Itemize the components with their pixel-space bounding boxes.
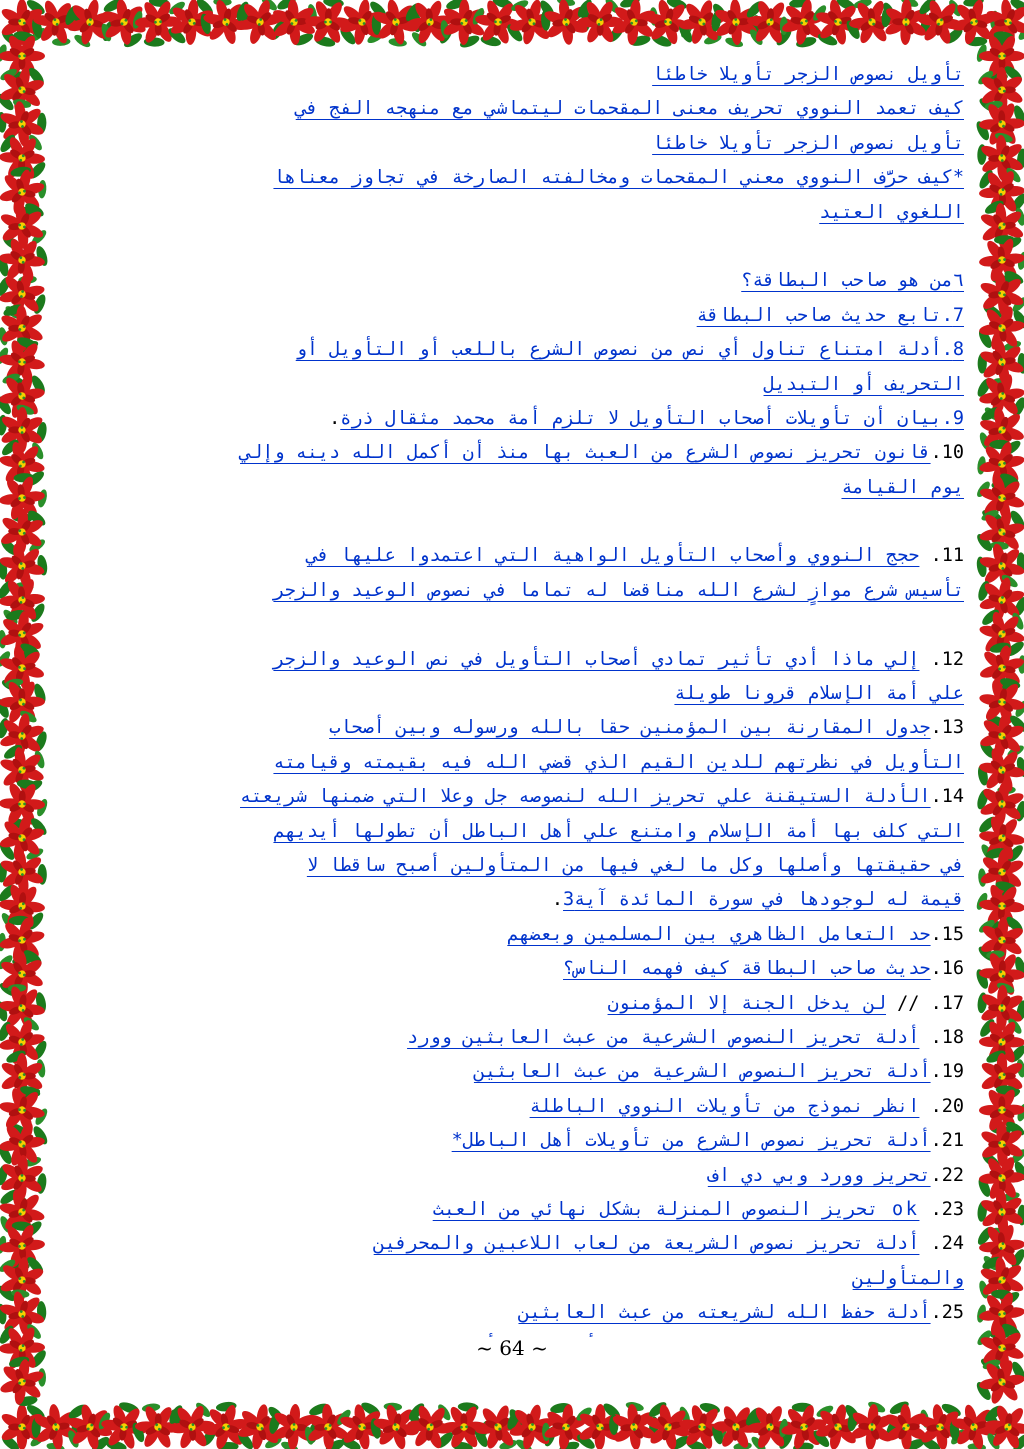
topic-link[interactable]: التحريف أو التبديل bbox=[763, 373, 964, 395]
topic-link[interactable]: الأدلة الستيقنة علي تحريز الله لنصوصه جل وعلا التي ضمنها شريعته bbox=[240, 786, 931, 808]
topic-link[interactable]: 8.أدلة امتناع تناول أي نص من نصوص الشرع باللعب أو التأويل أو bbox=[295, 339, 964, 361]
topic-line bbox=[66, 918, 964, 952]
topic-line bbox=[66, 883, 964, 917]
topic-link[interactable]: علي أمة الإسلام قرونا طويلة bbox=[674, 683, 964, 705]
topic-link[interactable]: أدلة تحريز نصوص الشريعة من لعاب اللاعبين والمحرفين bbox=[373, 1233, 920, 1255]
item-number: 10. bbox=[930, 442, 964, 464]
topic-link[interactable]: أدلة تحريز نصوص الشرع من تأويلات أهل الباطل* bbox=[451, 1130, 931, 1152]
poinsettia-icon bbox=[979, 1401, 1024, 1449]
topic-link[interactable]: حد التعامل الظاهري بين المسلمين وبعضهم bbox=[507, 923, 931, 945]
topic-link[interactable]: ok تحريز النصوص المنزلة بشكل نهائي من العبث bbox=[432, 1198, 920, 1220]
topic-line bbox=[66, 402, 964, 436]
item-number: 18. bbox=[919, 1026, 964, 1048]
item-number: 13. bbox=[930, 717, 964, 739]
topic-line bbox=[66, 746, 964, 780]
topic-line bbox=[66, 1262, 964, 1296]
poinsettia-icon bbox=[0, 1251, 47, 1307]
document-body bbox=[66, 58, 964, 1338]
topic-line bbox=[66, 952, 964, 986]
topic-line bbox=[66, 1227, 964, 1261]
topic-line bbox=[66, 368, 964, 402]
item-number: 20. bbox=[919, 1095, 964, 1117]
item-number: 21. bbox=[930, 1130, 964, 1152]
poinsettia-icon bbox=[0, 947, 46, 1000]
topic-link[interactable]: اللغوي العتيد bbox=[819, 201, 964, 223]
topic-link[interactable]: حديث صاحب البطاقة كيف فهمه الناس؟ bbox=[563, 958, 931, 980]
item-number: 25. bbox=[930, 1302, 964, 1324]
blank-line bbox=[66, 505, 964, 539]
topic-line bbox=[66, 1055, 964, 1089]
topic-line bbox=[66, 849, 964, 883]
page-number: ~ 64 ~ bbox=[476, 1336, 548, 1360]
topic-line bbox=[66, 643, 964, 677]
topic-link[interactable]: في حقيقتها وأصلها وكل ما لغي فيها من المتأولين أصبح ساقطا لا bbox=[306, 854, 964, 876]
topic-line bbox=[66, 1124, 964, 1158]
topic-list bbox=[66, 58, 964, 1338]
topic-line bbox=[66, 127, 964, 161]
topic-line bbox=[66, 711, 964, 745]
item-number: 23. bbox=[919, 1198, 964, 1220]
topic-line bbox=[66, 1159, 964, 1193]
topic-link[interactable]: تأويل نصوص الزجر تأويلا خاطئا bbox=[652, 64, 964, 85]
topic-line bbox=[66, 539, 964, 573]
topic-line bbox=[66, 987, 964, 1021]
item-number: 22. bbox=[930, 1164, 964, 1186]
topic-link[interactable]: يوم القيامة bbox=[841, 476, 964, 498]
topic-line bbox=[66, 780, 964, 814]
topic-line bbox=[66, 161, 964, 195]
topic-line bbox=[66, 436, 964, 470]
topic-link[interactable]: لن يدخل الجنة إلا المؤمنون bbox=[607, 992, 887, 1014]
topic-line bbox=[66, 92, 964, 126]
topic-link[interactable]: تأسيس شرع موازٍ لشرع الله مناقضا له تماما في نصوص الوعيد والزجر bbox=[273, 579, 964, 601]
blank-line bbox=[66, 608, 964, 642]
topic-line bbox=[66, 299, 964, 333]
topic-link[interactable]: كيف تعمد النووي تحريف معنى المقحمات ليتماشي مع منهجه الفج في bbox=[295, 98, 964, 120]
poinsettia-icon bbox=[575, 0, 627, 45]
topic-link[interactable]: قانون تحريز نصوص الشرع من العبث بها منذ أن أكمل الله دينه وإلي bbox=[240, 442, 931, 464]
item-number: 24. bbox=[919, 1233, 964, 1255]
topic-line bbox=[66, 1296, 964, 1330]
topic-line bbox=[66, 333, 964, 367]
topic-link[interactable]: إلي ماذا أدي تأثير تمادي أصحاب التأويل في نص الوعيد والزجر bbox=[273, 648, 920, 670]
poinsettia-icon bbox=[335, 0, 391, 52]
topic-line bbox=[66, 58, 964, 92]
topic-link[interactable]: 7.تابع حديث صاحب البطاقة bbox=[696, 304, 964, 326]
item-number: 16. bbox=[930, 958, 964, 980]
topic-link[interactable]: جدول المقارنة بين المؤمنين حقا بالله ورسوله وبين أصحاب bbox=[329, 717, 931, 739]
topic-line bbox=[66, 677, 964, 711]
topic-link[interactable]: قيمة له لوجودها في سورة المائدة آية3 bbox=[563, 889, 964, 911]
line-suffix: . bbox=[551, 889, 564, 911]
item-number: 19. bbox=[930, 1061, 964, 1083]
poinsettia-icon bbox=[983, 0, 1024, 51]
blank-line bbox=[66, 230, 964, 264]
poinsettia-icon bbox=[0, 809, 53, 869]
topic-line bbox=[66, 1021, 964, 1055]
topic-line bbox=[66, 1193, 964, 1227]
topic-line bbox=[66, 471, 964, 505]
topic-line bbox=[66, 1090, 964, 1124]
topic-link[interactable]: *كيف حرَّف النووي معني المقحمات ومخالفته الصارخة في تجاوز معناها bbox=[273, 167, 964, 189]
topic-line bbox=[66, 264, 964, 298]
topic-link[interactable]: انظر نموذج من تأويلات النووي الباطلة bbox=[529, 1095, 920, 1117]
topic-line bbox=[66, 196, 964, 230]
topic-link[interactable]: تأويل نصوص الزجر تأويلا خاطئا bbox=[652, 132, 964, 154]
item-number: 11. bbox=[919, 545, 964, 567]
item-number: 14. bbox=[930, 786, 964, 808]
topic-link[interactable]: أدلة تحريز النصوص الشرعية من عبث العابثين bbox=[473, 1061, 931, 1083]
line-suffix: . bbox=[329, 407, 341, 429]
topic-link[interactable]: 9.بيان أن تأويلات أصحاب التأويل لا تلزم أمة محمد مثقال ذرة bbox=[340, 407, 964, 429]
topic-link[interactable]: والمتأولين bbox=[852, 1267, 964, 1289]
topic-link[interactable]: حجج النووي وأصحاب التأويل الواهية التي اعتمدوا عليها في bbox=[306, 545, 920, 567]
item-number: 17. // bbox=[886, 992, 964, 1014]
topic-link[interactable]: تحريز وورد وبي دي اف bbox=[707, 1164, 931, 1186]
topic-link[interactable]: أدلة حفظ الله لشريعته من عبث العابثين bbox=[518, 1302, 931, 1324]
poinsettia-icon bbox=[0, 506, 49, 560]
topic-line bbox=[66, 574, 964, 608]
topic-line bbox=[66, 815, 964, 849]
topic-link[interactable]: أدلة تحريز النصوص الشرعية من عبث العابثين وورد bbox=[407, 1026, 920, 1048]
topic-link[interactable]: التأويل في نظرتهم للدين القيم الذي قضي الله فيه بقيمته وقيامته bbox=[273, 751, 964, 773]
topic-link[interactable]: ٦من هو صاحب البطاقة؟ bbox=[741, 270, 964, 292]
item-number: 15. bbox=[930, 923, 964, 945]
topic-link[interactable]: التي كلف بها أمة الإسلام وامتنع علي أهل الباطل أن تطولها أيديهم bbox=[273, 820, 964, 842]
item-number: 12. bbox=[919, 648, 964, 670]
